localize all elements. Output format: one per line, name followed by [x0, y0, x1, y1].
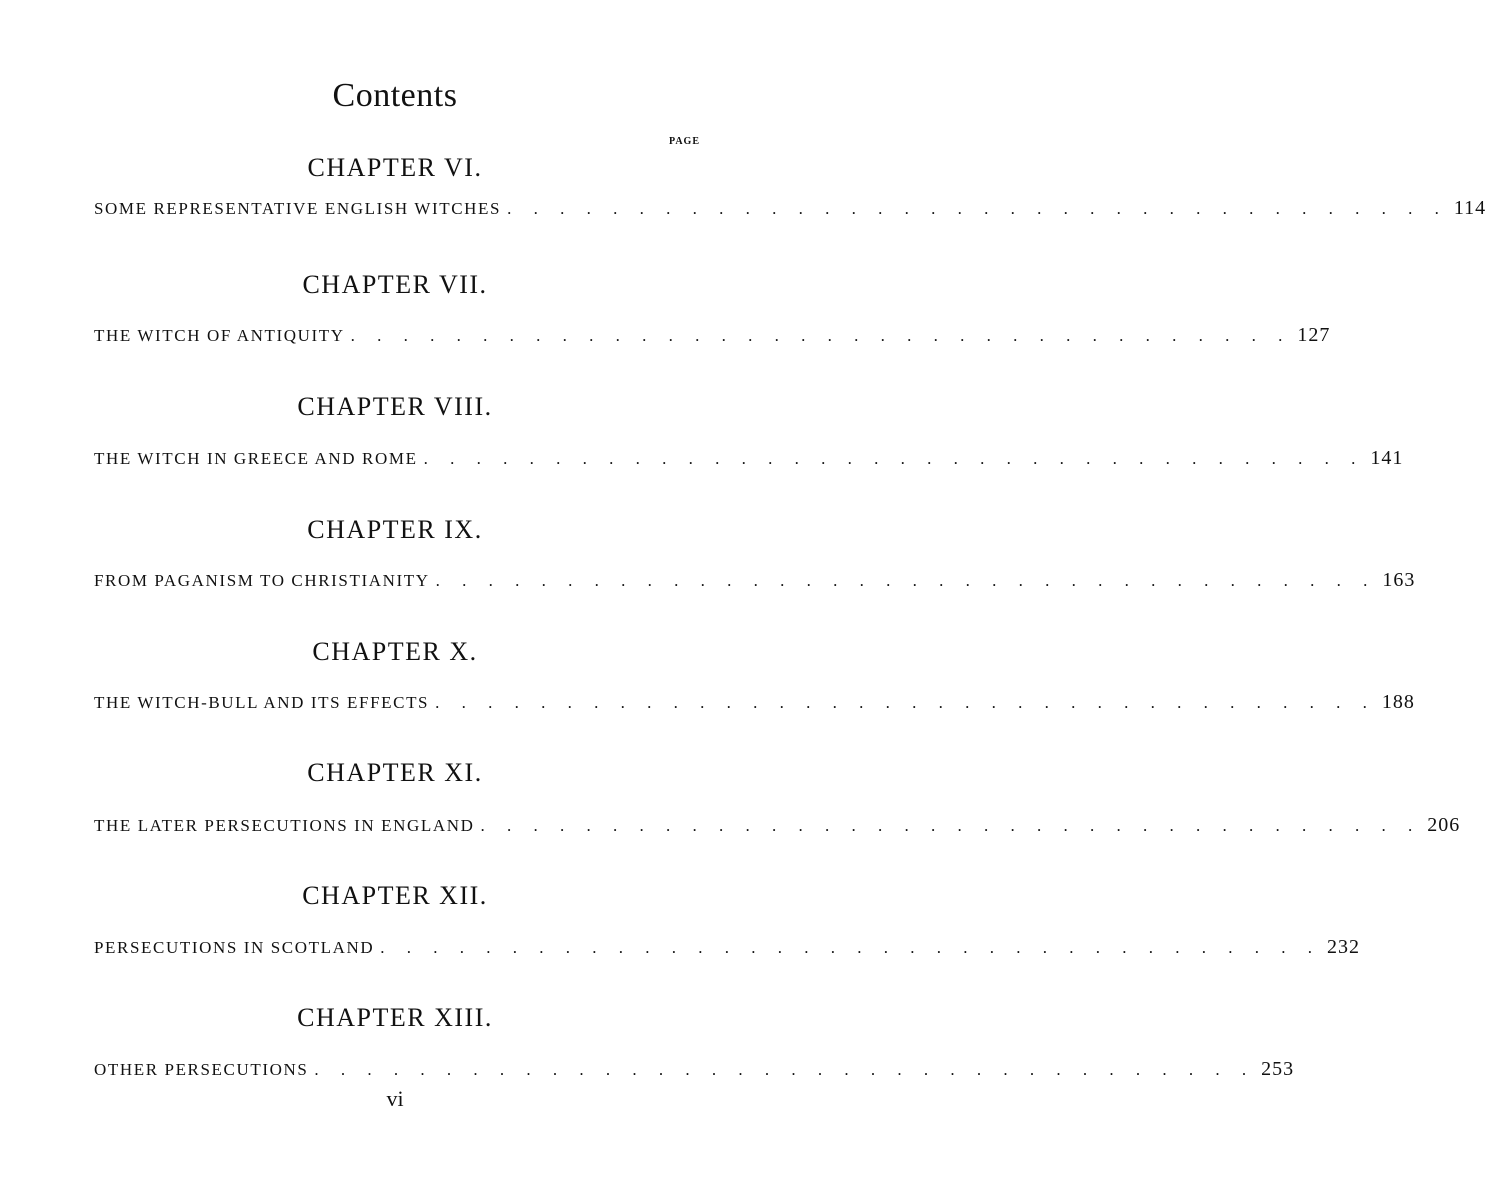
toc-entry[interactable]	[94, 690, 1415, 715]
toc-entry[interactable]	[94, 813, 1461, 838]
toc-entry-title: OTHER PERSECUTIONS	[94, 1060, 309, 1079]
toc-entry-page: 127	[1297, 324, 1331, 346]
chapter-heading: CHAPTER XIII.	[297, 1003, 493, 1032]
chapter-heading: CHAPTER X.	[312, 637, 478, 666]
dot-leader: . . . . . . . . . . . . . . . . . . . . . . . . . . . . . . . . . . . .	[435, 693, 1376, 712]
toc-entry[interactable]	[94, 196, 1486, 221]
chapter-heading: CHAPTER XII.	[302, 881, 488, 910]
chapter-heading: CHAPTER XI.	[307, 758, 483, 787]
dot-leader: . . . . . . . . . . . . . . . . . . . . . . . . . . . . . . . . . . . .	[350, 326, 1292, 345]
dot-leader: . . . . . . . . . . . . . . . . . . . . . . . . . . . . . . . . . . . .	[435, 571, 1377, 590]
toc-entry-title: THE LATER PERSECUTIONS IN ENGLAND	[94, 816, 475, 835]
toc-entry-page: 141	[1370, 447, 1404, 469]
toc-entry-page: 114	[1453, 197, 1486, 219]
page-title: Contents	[332, 77, 458, 114]
chapter-heading: CHAPTER IX.	[307, 515, 483, 544]
toc-entry[interactable]	[94, 1057, 1295, 1082]
toc-entry[interactable]	[94, 323, 1331, 348]
dot-leader: . . . . . . . . . . . . . . . . . . . . . . . . . . . . . . . . . . . .	[423, 449, 1365, 468]
chapter-heading: CHAPTER VII.	[302, 270, 488, 299]
toc-entry-title: THE WITCH-BULL AND ITS EFFECTS	[94, 693, 430, 712]
page-column-label: PAGE	[668, 136, 700, 147]
chapter-heading: CHAPTER VIII.	[297, 392, 493, 421]
toc-entry-title: THE WITCH IN GREECE AND ROME	[94, 449, 418, 468]
toc-entry-title: SOME REPRESENTATIVE ENGLISH WITCHES	[94, 199, 502, 218]
page-folio: vi	[386, 1086, 404, 1111]
toc-entry-page: 206	[1427, 814, 1461, 836]
toc-entry-page: 188	[1381, 691, 1415, 713]
dot-leader: . . . . . . . . . . . . . . . . . . . . . . . . . . . . . . . . . . . .	[480, 816, 1422, 835]
dot-leader: . . . . . . . . . . . . . . . . . . . . . . . . . . . . . . . . . . . .	[507, 199, 1448, 218]
toc-entry-page: 232	[1326, 936, 1360, 958]
toc-entry-page: 253	[1261, 1058, 1295, 1080]
toc-entry-page: 163	[1382, 569, 1416, 591]
toc-entry[interactable]	[94, 568, 1416, 593]
toc-entry-title: PERSECUTIONS IN SCOTLAND	[94, 938, 375, 957]
toc-entry-title: THE WITCH OF ANTIQUITY	[94, 326, 345, 345]
dot-leader: . . . . . . . . . . . . . . . . . . . . . . . . . . . . . . . . . . . .	[314, 1060, 1256, 1079]
toc-entry-title: FROM PAGANISM TO CHRISTIANITY	[94, 571, 430, 590]
toc-entry[interactable]	[94, 446, 1404, 471]
dot-leader: . . . . . . . . . . . . . . . . . . . . . . . . . . . . . . . . . . . .	[380, 938, 1321, 957]
chapter-heading: CHAPTER VI.	[307, 153, 483, 182]
toc-entry[interactable]	[94, 935, 1360, 960]
